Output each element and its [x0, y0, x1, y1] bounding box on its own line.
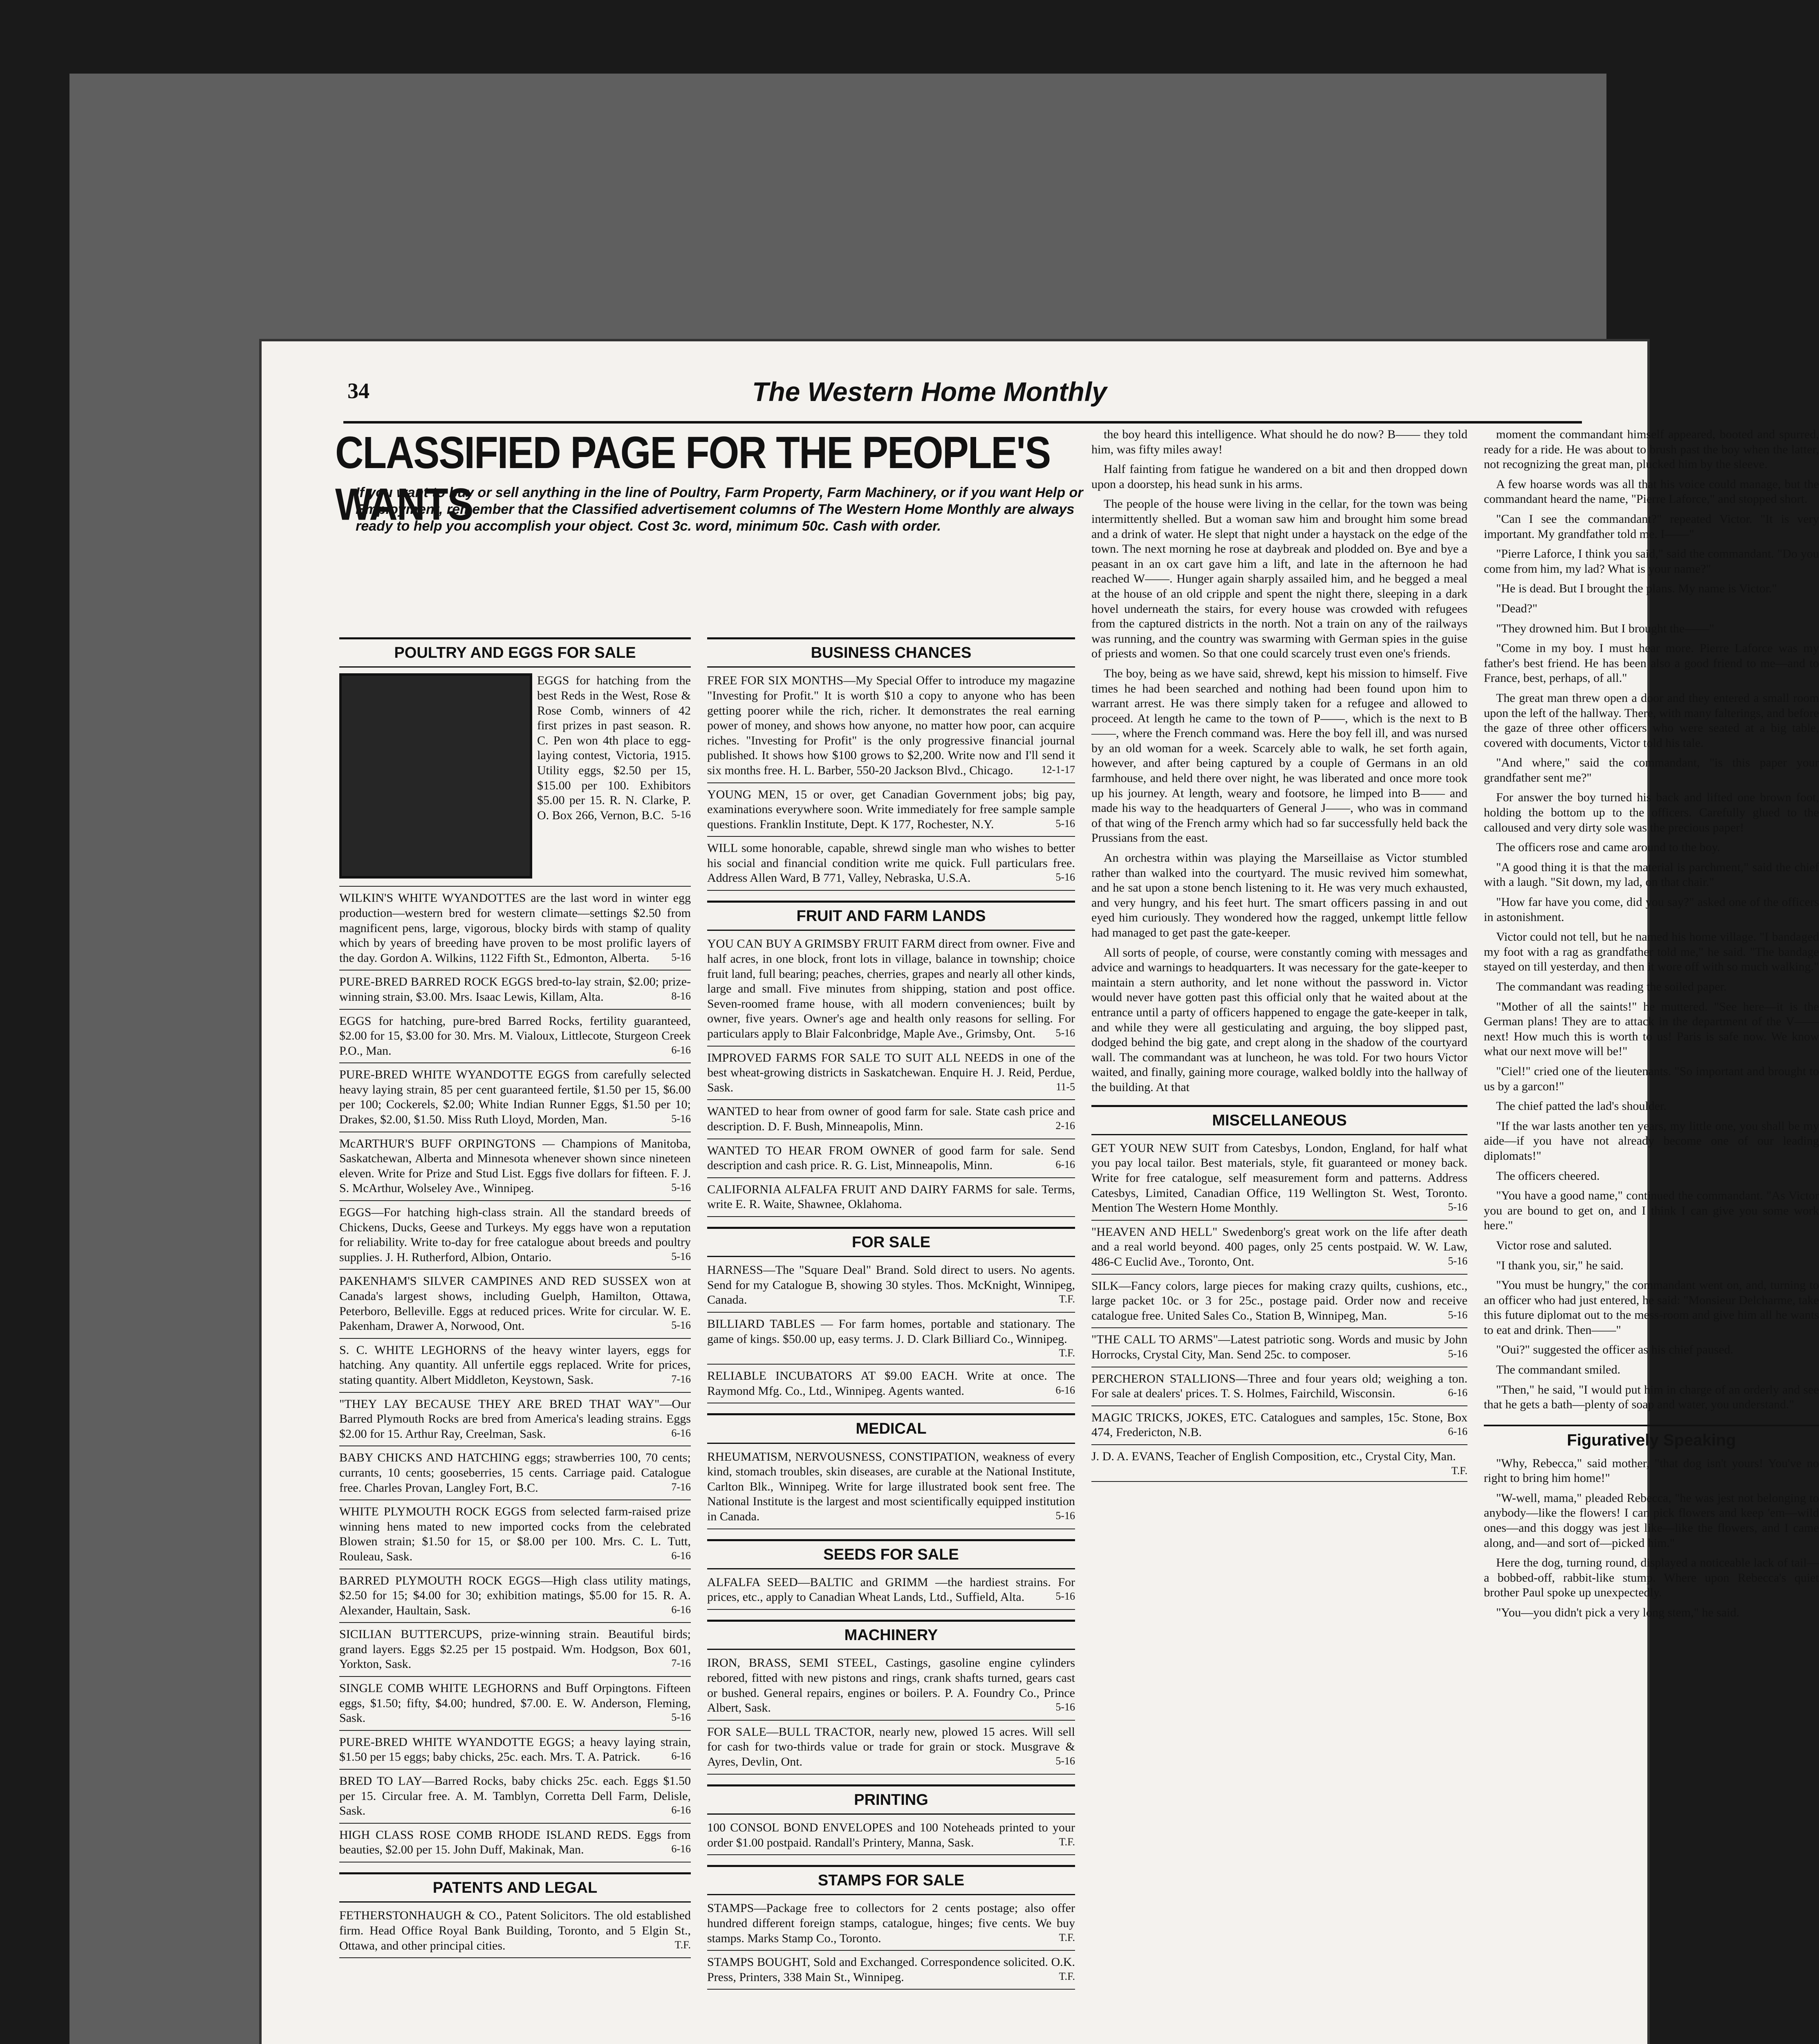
anecdote-paragraph: "Why, Rebecca," said mother, "that dog isn't yours! You've no right to bring him home!" — [1484, 1456, 1819, 1485]
classified-ad — [707, 1104, 1075, 1139]
classified-ad — [707, 937, 1075, 1046]
ad-text: ALFALFA SEED—BALTIC and GRIMM —the hardiest strains. For prices, etc., apply to Canadian Wheat Lands, Ltd., Suffield, Alta. — [707, 1575, 1075, 1604]
ad-code: 5-16 — [671, 951, 691, 963]
story-paragraph: A few hoarse words was all that his voice could manage, but the commandant heard the name, "Pierre Laforce," and stopped short. — [1484, 477, 1819, 506]
story-paragraph: "You have a good name," continued the commandant. "As Victor you are bound to get on, and I think I can give you some work here." — [1484, 1189, 1819, 1233]
classified-ad — [707, 787, 1075, 837]
story-paragraph: "Dead?" — [1496, 601, 1538, 615]
ad-text: HARNESS—The "Square Deal" Brand. Sold direct to users. No agents. Send for my Catalogue B, showing 30 styles. Thos. McKnight, Winnipeg, Canada. — [707, 1263, 1075, 1307]
classified-ad — [339, 1397, 691, 1447]
classified-ad — [707, 1901, 1075, 1951]
story-paragraph: The officers rose and came around to the boy. — [1496, 840, 1720, 854]
classified-ad — [707, 1317, 1075, 1365]
ad-text: McARTHUR'S BUFF ORPINGTONS — Champions of Manitoba, Saskatchewan, Alberta and Minnesota whenever shown since nineteen eleven. Write for Prize and Stud List. Eggs five dollars for fifteen. F. J. S. McArthur, Wolseley Ave., Winnipeg. — [339, 1136, 691, 1195]
story-paragraph: The commandant smiled. — [1496, 1363, 1621, 1377]
ad-code: 5-16 — [671, 1113, 691, 1125]
section-heading: STAMPS FOR SALE — [707, 1865, 1075, 1895]
ad-text: EGGS for hatching, pure-bred Barred Rocks, fertility guaranteed, $2.00 for 15, $3.00 for 30. Mrs. M. Vialoux, Littlecote, Sturgeon Creek P.O., Man. — [339, 1014, 691, 1058]
story-paragraph: "And where," said the commandant, "is this paper your grandfather sent me?" — [1484, 756, 1819, 784]
classified-ad — [339, 1450, 691, 1500]
ad-code: 7-16 — [671, 1657, 691, 1670]
column-c — [1091, 427, 1467, 2044]
ad-text: SILK—Fancy colors, large pieces for making crazy quilts, cushions, etc., large packet 10c. or 3 for 25c., postage paid. Order now and receive catalogue free. United Sales Co., Station B, Winnipeg, Man. — [1091, 1279, 1467, 1322]
ad-code: 5-16 — [1448, 1255, 1467, 1267]
story-paragraph: The boy, being as we have said, shrewd, kept his mission to himself. Five times he had been searched and nothing had been found upon him to warrant arrest. He was there simply taken for a refugee and allowed to proceed. At length he came to the town of P——, which is the next to B——, where the French command was. Here the boy fell ill, and was nursed by an old woman for a week. Scarcely able to walk, he set forth again, however, and after being captured by a couple of Germans in an old farmhouse, and held there over night, he was liberated and once more took up his journey. At length, weary and footsore, he limped into B—— and made his way to the headquarters of General J——, who was in command of that wing of the French army which had so far successfully held back the Prussians from the east. — [1091, 666, 1467, 845]
classified-ad — [707, 1656, 1075, 1720]
section-heading-miscellaneous: MISCELLANEOUS — [1091, 1105, 1467, 1135]
ad-text: J. D. A. EVANS, Teacher of English Composition, etc., Crystal City, Man. — [1091, 1449, 1456, 1463]
ad-code: 8-16 — [671, 990, 691, 1002]
classified-ad — [339, 1274, 691, 1338]
figuratively-speaking-text — [1484, 1456, 1819, 1620]
ad-code: T.F. — [1059, 1970, 1075, 1982]
poultry-ads — [339, 673, 691, 1862]
story-part-one — [1091, 427, 1467, 1095]
classified-ad — [1091, 1372, 1467, 1406]
ad-text: "THE CALL TO ARMS"—Latest patriotic song. Words and music by John Horrocks, Crystal City, Man. Send 25c. to composer. — [1091, 1333, 1467, 1362]
classified-ad — [707, 1450, 1075, 1529]
classified-ad — [339, 975, 691, 1009]
ad-code: 7-16 — [671, 1481, 691, 1493]
story-paragraph: "Pierre Laforce, I think you said," said the commandant. "Do you come from him, my lad? What is your name?" — [1484, 547, 1819, 576]
section-heading-patents: PATENTS AND LEGAL — [339, 1872, 691, 1903]
classified-ad — [707, 1263, 1075, 1313]
anecdote-paragraph: "You—you didn't pick a very long stem," he said. — [1496, 1605, 1740, 1619]
anecdote-paragraph: "W-well, mama," pleaded Rebecca, "he was jest not belonging to anybody—like the flowers! I can pick flowers and keep 'em—wild ones—and this doggy was jest like—like the flowers, and I came along, and—and sort of—picked him." — [1484, 1491, 1819, 1550]
classified-ad — [339, 1067, 691, 1132]
ad-code: T.F. — [1451, 1464, 1467, 1477]
ad-code: 11-5 — [1056, 1080, 1075, 1093]
classified-ad — [707, 1725, 1075, 1775]
story-paragraph: "Then," he said, "I would put him in charge of an orderly and see that he gets a bath—plenty of soap and water, you understand." — [1484, 1383, 1819, 1412]
classified-ad — [339, 673, 691, 887]
ad-text: "THEY LAY BECAUSE THEY ARE BRED THAT WAY"—Our Barred Plymouth Rocks are bred from America's leading strains. Eggs $2.00 for 15. Arthur Ray, Creelman, Sask. — [339, 1397, 691, 1441]
ad-code: 6-16 — [671, 1804, 691, 1816]
ad-code: 5-16 — [1055, 817, 1075, 829]
ad-code: 7-16 — [671, 1373, 691, 1385]
story-paragraph: the boy heard this intelligence. What should he do now? B—— they told him, was fifty miles away! — [1091, 428, 1467, 456]
ad-code: 5-16 — [671, 1711, 691, 1724]
section-heading: SEEDS FOR SALE — [707, 1539, 1075, 1569]
classified-ad — [707, 1575, 1075, 1610]
ad-code: T.F. — [1059, 1931, 1075, 1943]
classified-ad — [339, 1343, 691, 1393]
classified-ad — [1091, 1225, 1467, 1275]
ad-code: 5-16 — [671, 1319, 691, 1331]
section-heading: FOR SALE — [707, 1227, 1075, 1257]
story-paragraph: Victor rose and saluted. — [1496, 1238, 1612, 1252]
story-paragraph: "Ciel!" cried one of the lieutenants. "So important and brought to us by a garcon!" — [1484, 1064, 1819, 1093]
ad-text: CALIFORNIA ALFALFA FRUIT AND DAIRY FARMS for sale. Terms, write E. R. Waite, Shawnee, Oklahoma. — [707, 1182, 1075, 1211]
section-heading-poultry: POULTRY AND EGGS FOR SALE — [339, 637, 691, 668]
classified-ad — [339, 1828, 691, 1862]
ad-text: PURE-BRED BARRED ROCK EGGS bred-to-lay strain, $2.00; prize-winning strain, $3.00. Mrs. Isaac Lewis, Killam, Alta. — [339, 975, 691, 1004]
ad-code: 5-16 — [1055, 1701, 1075, 1713]
ad-code: 2-16 — [1055, 1119, 1075, 1132]
ad-text: PERCHERON STALLIONS—Three and four years old; weighing a ton. For sale at dealers' prices. T. S. Holmes, Fairchild, Wisconsin. — [1091, 1372, 1467, 1401]
story-paragraph: "Oui?" suggested the officer as his chief paused. — [1496, 1343, 1734, 1357]
classified-ad — [1091, 1141, 1467, 1221]
ad-text: EGGS for hatching from the best Reds in the West, Rose & Rose Comb, winners of 42 first prizes in past season. R. C. Pen won 4th place to egg-laying contest, Victoria, 1915. Utility eggs, $2.50 per 15, $15.00 per 100. Exhibitors $5.00 per 15. R. N. Clarke, P. O. Box 266, Vernon, B.C. — [537, 674, 691, 822]
story-paragraph: "If the war lasts another ten years, my little one, you shall be my aide—if you have not already become one of our leading diplomats!" — [1484, 1119, 1819, 1163]
ad-code: 5-16 — [1055, 1509, 1075, 1522]
classified-ad — [1091, 1449, 1467, 1482]
section-heading: MACHINERY — [707, 1620, 1075, 1650]
anecdote-paragraph: Here the dog, turning round, displayed a noticeable lack of tail—a bobbed-off, rabbit-like stump. Where upon Rebecca's quiet brother Paul spoke up unexpectedly. — [1484, 1556, 1819, 1600]
story-paragraph: "They drowned him. But I brought the——" — [1496, 621, 1714, 635]
ad-text: PURE-BRED WHITE WYANDOTTE EGGS from carefully selected heavy laying strain, 85 per cent guaranteed fertile, $1.50 per 15, $6.00 per 100; Cockerels, $2.00; White Indian Runner Eggs, $1.50 per 10; Drakes, $2.00, $1.50. Miss Ruth Lloyd, Morden, Man. — [339, 1068, 691, 1127]
column-b — [707, 628, 1075, 2044]
ad-code: 6-16 — [1055, 1384, 1075, 1396]
ad-text: EGGS—For hatching high-class strain. All the standard breeds of Chickens, Ducks, Geese and Turkeys. My eggs have won a reputation for reliability. Write to-day for free catalogue about breeds and poultry supplies. J. H. Rutherford, Albion, Ontario. — [339, 1206, 691, 1264]
story-paragraph: "He is dead. But I brought the plans. My name is Victor." — [1496, 582, 1777, 596]
ad-text: SINGLE COMB WHITE LEGHORNS and Buff Orpingtons. Fifteen eggs, $1.50; fifty, $4.00; hundred, $7.00. E. W. Anderson, Fleming, Sask. — [339, 1681, 691, 1725]
ad-code: T.F. — [1059, 1836, 1075, 1848]
ad-text: FREE FOR SIX MONTHS—My Special Offer to introduce my magazine "Investing for Profit." It is worth $10 a copy to anyone who has been getting poorer while the rich, richer. It demonstrates the real earning power of money, and shows how anyone, no matter how poor, can acquire riches. "Investing for Profit" is the only progressive financial journal published. It shows how $100 grows to $2,200. Write now and I'll send it six months free. H. L. Barber, 550-20 Jackson Blvd., Chicago. — [707, 674, 1075, 777]
ad-text: S. C. WHITE LEGHORNS of the heavy winter layers, eggs for hatching. Any quantity. All unfertile eggs replaced. Write for prices, stating quantity. Albert Middleton, Keystown, Sask. — [339, 1343, 691, 1387]
classified-ad — [1091, 1279, 1467, 1329]
story-paragraph: "Can I see the commandant?" repeated Victor. "It is very important. My grandfather told me. I——" — [1484, 512, 1819, 541]
classified-ad — [707, 673, 1075, 783]
classified-ad — [707, 841, 1075, 891]
ad-text: WILKIN'S WHITE WYANDOTTES are the last word in winter egg production—western bred for western climate—settings $2.50 from magnificent pens, large, vigorous, blocky birds with stamp of quality which by years of breeding have proven to be most prolific layers of the day. Gordon A. Wilkins, 1122 Fifth St., Edmonton, Alberta. — [339, 891, 691, 965]
ad-text: PAKENHAM'S SILVER CAMPINES AND RED SUSSEX won at Canada's largest shows, including Guelph, Hamilton, Ottawa, Peterboro, Belleville. Eggs at reduced prices. Write for circular. W. E. Pakenham, Drawer A, Norwood, Ont. — [339, 1274, 691, 1333]
figuratively-speaking-heading: Figuratively Speaking — [1484, 1425, 1819, 1450]
story-paragraph: "How far have you come, did you say?" asked one of the officers in astonishment. — [1484, 895, 1819, 924]
story-paragraph: All sorts of people, of course, were constantly coming with messages and advice and warnings to headquarters. It was necessary for the gate-keeper to maintain a stern authority, and let none without the password in. Victor would never have gotten past this official only that he waited about at the entrance until a party of officers happened to engage the gate-keeper in talk, and while they were all gesticulating and arguing, the boy slipped past, dodged behind the big gate, and crept along in the shadow of the courtyard wall. The commandant was at luncheon, he was told. For two hours Victor waited, and finally, gaining more courage, walked boldly into the hallway of the building. At that — [1091, 946, 1467, 1094]
ad-text: WILL some honorable, capable, shrewd single man who wishes to better his social and financial condition write me quick. Full particulars free. Address Allen Ward, B 771, Valley, Nebraska, U.S.A. — [707, 841, 1075, 885]
ad-text: IRON, BRASS, SEMI STEEL, Castings, gasoline engine cylinders rebored, fitted with new pistons and rings, crank shafts turned, gears cast or bushed. General repairs, engines or boilers. P. A. Foundry Co., Prince Albert, Sask. — [707, 1656, 1075, 1715]
ad-text: "HEAVEN AND HELL" Swedenborg's great work on the life after death and a real world beyond. 400 pages, only 25 cents postpaid. W. W. Law, 486-C Euclid Ave., Toronto, Ont. — [1091, 1225, 1467, 1269]
story-paragraph: An orchestra within was playing the Marseillaise as Victor stumbled rather than walked into the courtyard. The music revived him somewhat, and he sat upon a stone bench listening to it. He was very much exhausted, and very hungry, and his feet hurt. The smart officers passing in and out eyed him curiously. They wondered how the ragged, unkempt little fellow had managed to get past the gate-keeper. — [1091, 851, 1467, 939]
ad-text: IMPROVED FARMS FOR SALE TO SUIT ALL NEEDS in one of the best wheat-growing districts in Saskatchewan. Enquire H. J. Reid, Perdue, Sask. — [707, 1051, 1075, 1094]
ad-code: 5-16 — [1448, 1201, 1467, 1213]
classified-ad — [707, 1182, 1075, 1217]
ad-code: 6-16 — [671, 1603, 691, 1616]
story-paragraph: The chief patted the lad's shoulder. — [1496, 1099, 1667, 1113]
intro-text: If you want to buy or sell anything in the line of Poultry, Farm Property, Farm Machinery, or if you want Help or Employment, remember that the Classified advertisement columns of The Western Home Monthly are always ready to help you accomplish your object. Cost 3c. word, minimum 50c. Cash with order. — [356, 485, 1083, 534]
classified-ad — [339, 1735, 691, 1770]
story-paragraph: Half fainting from fatigue he wandered on a bit and then dropped down upon a doorstep, his head sunk in his arms. — [1091, 462, 1467, 491]
column-a — [339, 628, 691, 2044]
story-paragraph: Victor could not tell, but he named his home village. "I bandaged my foot with a rag as grandfather told me," he said. "The bandage stayed on till yesterday, and then it wore off with so much walking." — [1484, 930, 1819, 974]
section-heading: MEDICAL — [707, 1413, 1075, 1443]
story-paragraph: "You must be hungry," the commandant went on, and, turning to an officer who had just entered, he said: "Monsieur Delcharme, take this future diplomat out to the mess-room and give him all he wants to eat and drink. Then——" — [1484, 1278, 1819, 1337]
ad-code: 6-16 — [1055, 1159, 1075, 1171]
ad-code: 6-16 — [1448, 1425, 1467, 1438]
ad-text: STAMPS—Package free to collectors for 2 cents postage; also offer hundred different foreign stamps, catalogue, hinges; five cents. We buy stamps. Marks Stamp Co., Toronto. — [707, 1901, 1075, 1945]
ad-code: 5-16 — [671, 1181, 691, 1194]
classified-ad — [707, 1051, 1075, 1100]
ad-code: 5-16 — [671, 808, 691, 820]
ad-text: PURE-BRED WHITE WYANDOTTE EGGS; a heavy laying strain, $1.50 per 15 eggs; baby chicks, 25c. each. Mrs. T. A. Patrick. — [339, 1735, 691, 1764]
newspaper-page — [262, 341, 1819, 2044]
ad-text: 100 CONSOL BOND ENVELOPES and 100 Noteheads printed to your order $1.00 postpaid. Randall's Printery, Manna, Sask. — [707, 1820, 1075, 1849]
classified-ad — [339, 1205, 691, 1270]
story-paragraph: The officers cheered. — [1496, 1169, 1600, 1183]
ad-code: 12-1-17 — [1041, 763, 1075, 775]
ad-text: BARRED PLYMOUTH ROCK EGGS—High class utility matings, $2.50 for 15; $4.00 for 30; exhibition matings, $5.00 for 15. R. A. Alexander, Haultain, Sask. — [339, 1573, 691, 1617]
ad-text: MAGIC TRICKS, JOKES, ETC. Catalogues and samples, 15c. Stone, Box 474, Fredericton, N.B. — [1091, 1410, 1467, 1439]
ad-text: BILLIARD TABLES — For farm homes, portable and stationary. The game of kings. $50.00 up, easy terms. J. D. Clark Billiard Co., Winnipeg. — [707, 1317, 1075, 1346]
classified-ad — [1091, 1332, 1467, 1367]
ad-text: SICILIAN BUTTERCUPS, prize-winning strain. Beautiful birds; grand layers. Eggs $2.25 per 15 postpaid. Wm. Hodgson, Box 601, Yorkton, Sask. — [339, 1627, 691, 1671]
classified-ad — [707, 1955, 1075, 1990]
ad-text: GET YOUR NEW SUIT from Catesbys, London, England, for half what you pay local tailor. Best materials, style, fit guaranteed or money back. Write for free catalogue, self measurement form and patterns. Address Catesbys, Limited, Canadian Office, 119 Wellington St. West, Toronto. Mention The Western Home Monthly. — [1091, 1141, 1467, 1215]
ad-text: BABY CHICKS AND HATCHING eggs; strawberries 100, 70 cents; currants, 10 cents; gooseberries, 15 cents. Carriage paid. Catalogue free. Charles Provan, Langley Fort, B.C. — [339, 1451, 691, 1495]
story-paragraph: The commandant was reading the soiled paper. — [1496, 980, 1727, 993]
ad-code: T.F. — [1059, 1293, 1075, 1305]
ad-text: WANTED to hear from owner of good farm for sale. State cash price and description. D. F. Bush, Minneapolis, Minn. — [707, 1105, 1075, 1133]
ad-text: YOU CAN BUY A GRIMSBY FRUIT FARM direct from owner. Five and half acres, in one block, front lots in village, balance in township; choice fruit land, full bearing; peaches, cherries, grapes and nearly all other kinds, large and small. Five minutes from shipping, station and post office. Seven-roomed frame house, with all modern conveniences; built by owner, five years. Owner's age and health only reasons for selling. For particulars apply to Blair Falconbridge, Maple Ave., Grimsby, Ont. — [707, 937, 1075, 1040]
section-heading: PRINTING — [707, 1784, 1075, 1815]
miscellaneous-ads — [1091, 1141, 1467, 1482]
ad-code: 6-16 — [671, 1549, 691, 1562]
column-d — [1484, 427, 1819, 2044]
ad-code: 6-16 — [1448, 1387, 1467, 1399]
classified-ad — [339, 1504, 691, 1569]
ad-code: 5-16 — [671, 1250, 691, 1262]
page-title: CLASSIFIED PAGE FOR THE PEOPLE'S WANTS — [335, 428, 1051, 530]
classified-ad — [1091, 1410, 1467, 1445]
ad-code: 6-16 — [671, 1750, 691, 1762]
classified-ad — [339, 1014, 691, 1064]
ad-code: 6-16 — [671, 1427, 691, 1439]
ad-code: 5-16 — [1448, 1309, 1467, 1321]
page-number: 34 — [347, 379, 370, 403]
rooster-photo — [339, 673, 532, 879]
masthead: The Western Home Monthly — [752, 377, 1107, 407]
story-paragraph: The people of the house were living in the cellar, for the town was being intermittently shelled. But a woman saw him and brought him some bread and a drink of water. He slept that night under a haystack on the edge of the town. The next morning he rose at daybreak and plodded on. Bye and bye a peasant in an ox cart gave him a lift, and late in the afternoon he had reached W——. Hunger again sharply assailed him, and he begged a meal at the house of an old cripple and spent the night there, sleeping in a dark hovel underneath the stairs, for every house was crowded with refugees from the captured districts in the north. Not a train on any of the railways was running, and the country was swarming with German spies in the guise of priests and women. So that one could scarcely trust even one's friends. — [1091, 497, 1467, 661]
ad-text: WANTED TO HEAR FROM OWNER of good farm for sale. Send description and cash price. R. G. List, Minneapolis, Minn. — [707, 1143, 1075, 1172]
classified-ad — [707, 1143, 1075, 1178]
ad-code: 5-16 — [1448, 1348, 1467, 1360]
ad-text: WHITE PLYMOUTH ROCK EGGS from selected farm-raised prize winning hens mated to new imported cocks from the celebrated Blowen strain; $1.50 for 15, or $8.00 per 100. Mrs. C. L. Tutt, Rouleau, Sask. — [339, 1505, 691, 1563]
patent-ad-text: FETHERSTONHAUGH & CO., Patent Solicitors. The old established firm. Head Office Royal Bank Building, Toronto, and 5 Elgin St., Ottawa, and other principal cities. — [339, 1909, 691, 1952]
story-paragraph: "Mother of all the saints!" he muttered. "See here—it is the German plans! They are to attack in the department of the V—— next! How much this is worth to us! Paris is safe now. We know what our next move will be!" — [1484, 1000, 1819, 1058]
header-rule — [343, 421, 1582, 424]
patent-ad — [339, 1908, 691, 1958]
ad-text: RHEUMATISM, NERVOUSNESS, CONSTIPATION, weakness of every kind, stomach troubles, skin diseases, are curable at the National Institute, Carlton Blk., Winnipeg. Write for large illustrated book sent free. The National Institute is the largest and most scientifically equipped institution in Canada. — [707, 1450, 1075, 1523]
ad-code: 6-16 — [671, 1843, 691, 1855]
story-paragraph: "A good thing it is that the material is parchment," said the chief with a laugh. "Sit down, my lad, on that chair." — [1484, 860, 1819, 889]
story-paragraph: "Come in my boy. I must hear more. Pierre Laforce was my father's best friend. He has been also a good friend to me—and to France, best, perhaps, of all." — [1484, 641, 1819, 685]
ad-text: BRED TO LAY—Barred Rocks, baby chicks 25c. each. Eggs $1.50 per 15. Circular free. A. M. Tamblyn, Corretta Dell Farm, Delisle, Sask. — [339, 1774, 691, 1818]
classified-ad — [707, 1369, 1075, 1403]
story-paragraph: The great man threw open a door and they entered a small room upon the left of the hallway. There, with many falterings, and before the gaze of three other officers who were seated at a big table, covered with documents, Victor told his tale. — [1484, 691, 1819, 750]
ad-code: 5-16 — [1055, 871, 1075, 883]
classified-ad — [339, 1136, 691, 1201]
ad-text: STAMPS BOUGHT, Sold and Exchanged. Correspondence solicited. O.K. Press, Printers, 338 Main St., Winnipeg. — [707, 1955, 1075, 1984]
classified-ad — [339, 1681, 691, 1731]
story-paragraph: moment the commandant himself appeared, booted and spurred, ready for a ride. He was about to brush past the boy when the latter, not recognizing the great man, plucked him by the sleeve. — [1484, 428, 1819, 471]
ad-code: T.F. — [1059, 1347, 1075, 1359]
classified-ad — [339, 1627, 691, 1677]
ad-code: 5-16 — [1055, 1027, 1075, 1039]
ad-code: 5-16 — [1055, 1590, 1075, 1602]
section-heading: FRUIT AND FARM LANDS — [707, 901, 1075, 931]
story-paragraph: For answer the boy turned his back and lifted one brown foot, holding the bottom up to the officers. Carefully glued to the calloused and very dirty sole was the precious paper! — [1484, 791, 1819, 834]
ad-code: 6-16 — [671, 1044, 691, 1056]
classified-ad — [707, 1820, 1075, 1855]
ad-text: FOR SALE—BULL TRACTOR, nearly new, plowed 15 acres. Will sell for cash for two-thirds value or trade for grain or stock. Musgrave & Ayres, Devlin, Ont. — [707, 1725, 1075, 1768]
ad-text: RELIABLE INCUBATORS AT $9.00 EACH. Write at once. The Raymond Mfg. Co., Ltd., Winnipeg. Agents wanted. — [707, 1369, 1075, 1398]
classified-ad — [339, 1774, 691, 1824]
classified-ad — [339, 891, 691, 970]
story-part-two — [1484, 427, 1819, 1412]
ad-text: YOUNG MEN, 15 or over, get Canadian Government jobs; big pay, examinations everywhere soon. Write immediately for free sample sample questions. Franklin Institute, Dept. K 177, Rochester, N.Y. — [707, 787, 1075, 831]
story-paragraph: "I thank you, sir," he said. — [1496, 1258, 1624, 1272]
patent-ad-code: T.F. — [674, 1939, 691, 1951]
ad-code: 5-16 — [1055, 1755, 1075, 1767]
section-heading: BUSINESS CHANCES — [707, 637, 1075, 668]
classified-ad — [339, 1573, 691, 1623]
ad-text: HIGH CLASS ROSE COMB RHODE ISLAND REDS. Eggs from beauties, $2.00 per 15. John Duff, Makinak, Man. — [339, 1828, 691, 1857]
